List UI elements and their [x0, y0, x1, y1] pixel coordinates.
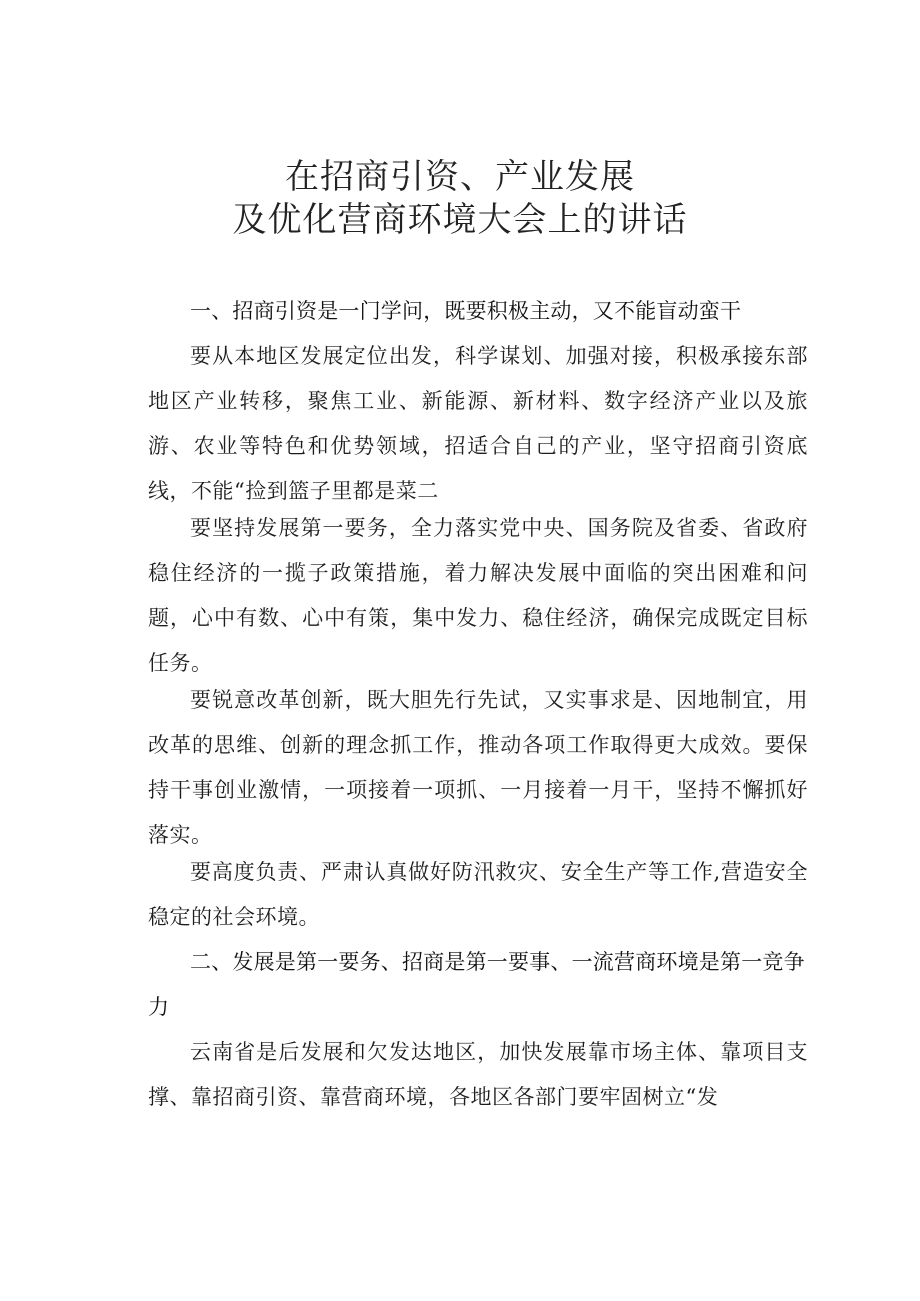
- section-2-heading: 二、发展是第一要务、招商是第一要事、一流营商环境是第一竞争力: [148, 950, 805, 1019]
- section-1-paragraph-2: 要坚持发展第一要务，全力落实党中央、国务院及省委、省政府稳住经济的一揽子政策措施，着力解决发展中面临的突出困难和问题，心中有数、心中有策，集中发力、稳住经济，确保完成既定目标任务。: [148, 516, 808, 675]
- section-1-paragraph-3: 要锐意改革创新，既大胆先行先试，又实事求是、因地制宜，用改革的思维、创新的理念抓工作，推动各项工作取得更大成效。要保持干事创业激情，一项接着一项抓、一月接着一月干，坚持不懈抓好落实。: [148, 688, 808, 847]
- section-1-paragraph-1: 要从本地区发展定位出发，科学谋划、加强对接，积极承接东部地区产业转移，聚焦工业、新能源、新材料、数字经济产业以及旅游、农业等特色和优势领域，招适合自己的产业，坚守招商引资底线，不能“捡到篮子里都是菜二: [148, 344, 808, 503]
- section-1-paragraph-4: 要高度负责、严肃认真做好防汛救灾、安全生产等工作,营造安全稳定的社会环境。: [148, 860, 808, 929]
- document-title-line-2: 及优化营商环境大会上的讲话: [232, 200, 688, 240]
- section-1-heading: 一、招商引资是一门学问，既要积极主动，又不能盲动蛮干: [190, 299, 742, 323]
- section-2-paragraph-1: 云南省是后发展和欠发达地区，加快发展靠市场主体、靠项目支撑、靠招商引资、靠营商环境，各地区各部门要牢固树立“发: [148, 1040, 808, 1109]
- document-title-line-1: 在招商引资、产业发展: [285, 157, 635, 197]
